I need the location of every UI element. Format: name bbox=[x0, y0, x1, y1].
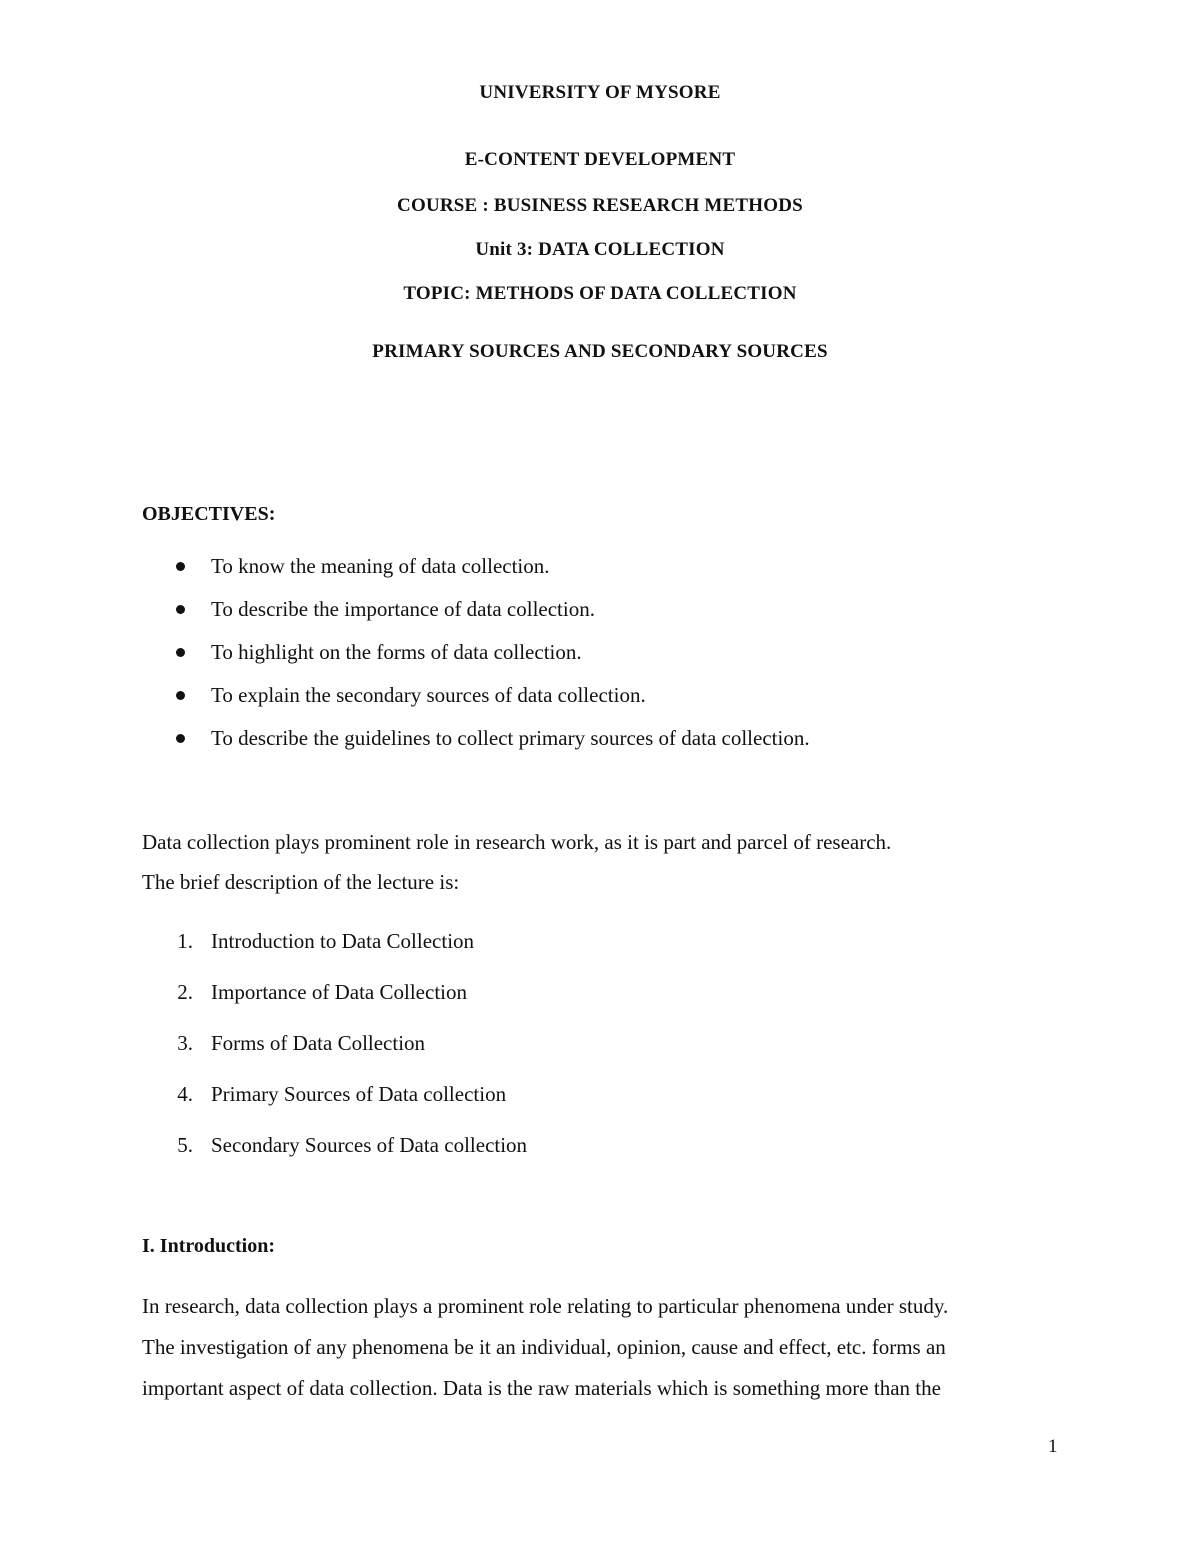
bullet-icon bbox=[176, 562, 185, 571]
objective-text: To highlight on the forms of data collection. bbox=[211, 640, 582, 664]
objectives-heading: OBJECTIVES: bbox=[142, 503, 276, 525]
list-number: 3. bbox=[177, 1031, 193, 1055]
page-number: 1 bbox=[1048, 1436, 1058, 1457]
section-paragraph-line: The investigation of any phenomena be it an individual, opinion, cause and effect, etc. forms an bbox=[142, 1335, 946, 1359]
section-paragraph-line: In research, data collection plays a prominent role relating to particular phenomena under study. bbox=[142, 1294, 949, 1318]
section-paragraph-line: important aspect of data collection. Data is the raw materials which is something more than the bbox=[142, 1376, 941, 1400]
objective-text: To describe the importance of data collection. bbox=[211, 597, 595, 621]
bullet-icon bbox=[176, 734, 185, 743]
topic-title: TOPIC: METHODS OF DATA COLLECTION bbox=[403, 283, 797, 304]
intro-line-1: Data collection plays prominent role in research work, as it is part and parcel of research. bbox=[142, 830, 892, 854]
course-title: COURSE : BUSINESS RESEARCH METHODS bbox=[397, 195, 803, 216]
objective-text: To describe the guidelines to collect primary sources of data collection. bbox=[211, 726, 810, 750]
subtopic-title: PRIMARY SOURCES AND SECONDARY SOURCES bbox=[372, 341, 828, 362]
list-text: Primary Sources of Data collection bbox=[211, 1082, 507, 1106]
list-text: Introduction to Data Collection bbox=[211, 929, 475, 953]
list-text: Importance of Data Collection bbox=[211, 980, 467, 1004]
list-number: 5. bbox=[177, 1133, 193, 1157]
bullet-icon bbox=[176, 691, 185, 700]
list-number: 1. bbox=[177, 929, 193, 953]
list-text: Secondary Sources of Data collection bbox=[211, 1133, 528, 1157]
list-text: Forms of Data Collection bbox=[211, 1031, 426, 1055]
bullet-icon bbox=[176, 648, 185, 657]
section-heading-introduction: I. Introduction: bbox=[142, 1235, 275, 1257]
unit-title: Unit 3: DATA COLLECTION bbox=[475, 239, 725, 260]
intro-line-2: The brief description of the lecture is: bbox=[142, 870, 460, 894]
list-number: 4. bbox=[177, 1082, 193, 1106]
objective-text: To know the meaning of data collection. bbox=[211, 554, 550, 578]
list-number: 2. bbox=[177, 980, 193, 1004]
program-title: E-CONTENT DEVELOPMENT bbox=[464, 149, 736, 170]
university-title: UNIVERSITY OF MYSORE bbox=[479, 82, 721, 103]
bullet-icon bbox=[176, 605, 185, 614]
objective-text: To explain the secondary sources of data collection. bbox=[211, 683, 646, 707]
